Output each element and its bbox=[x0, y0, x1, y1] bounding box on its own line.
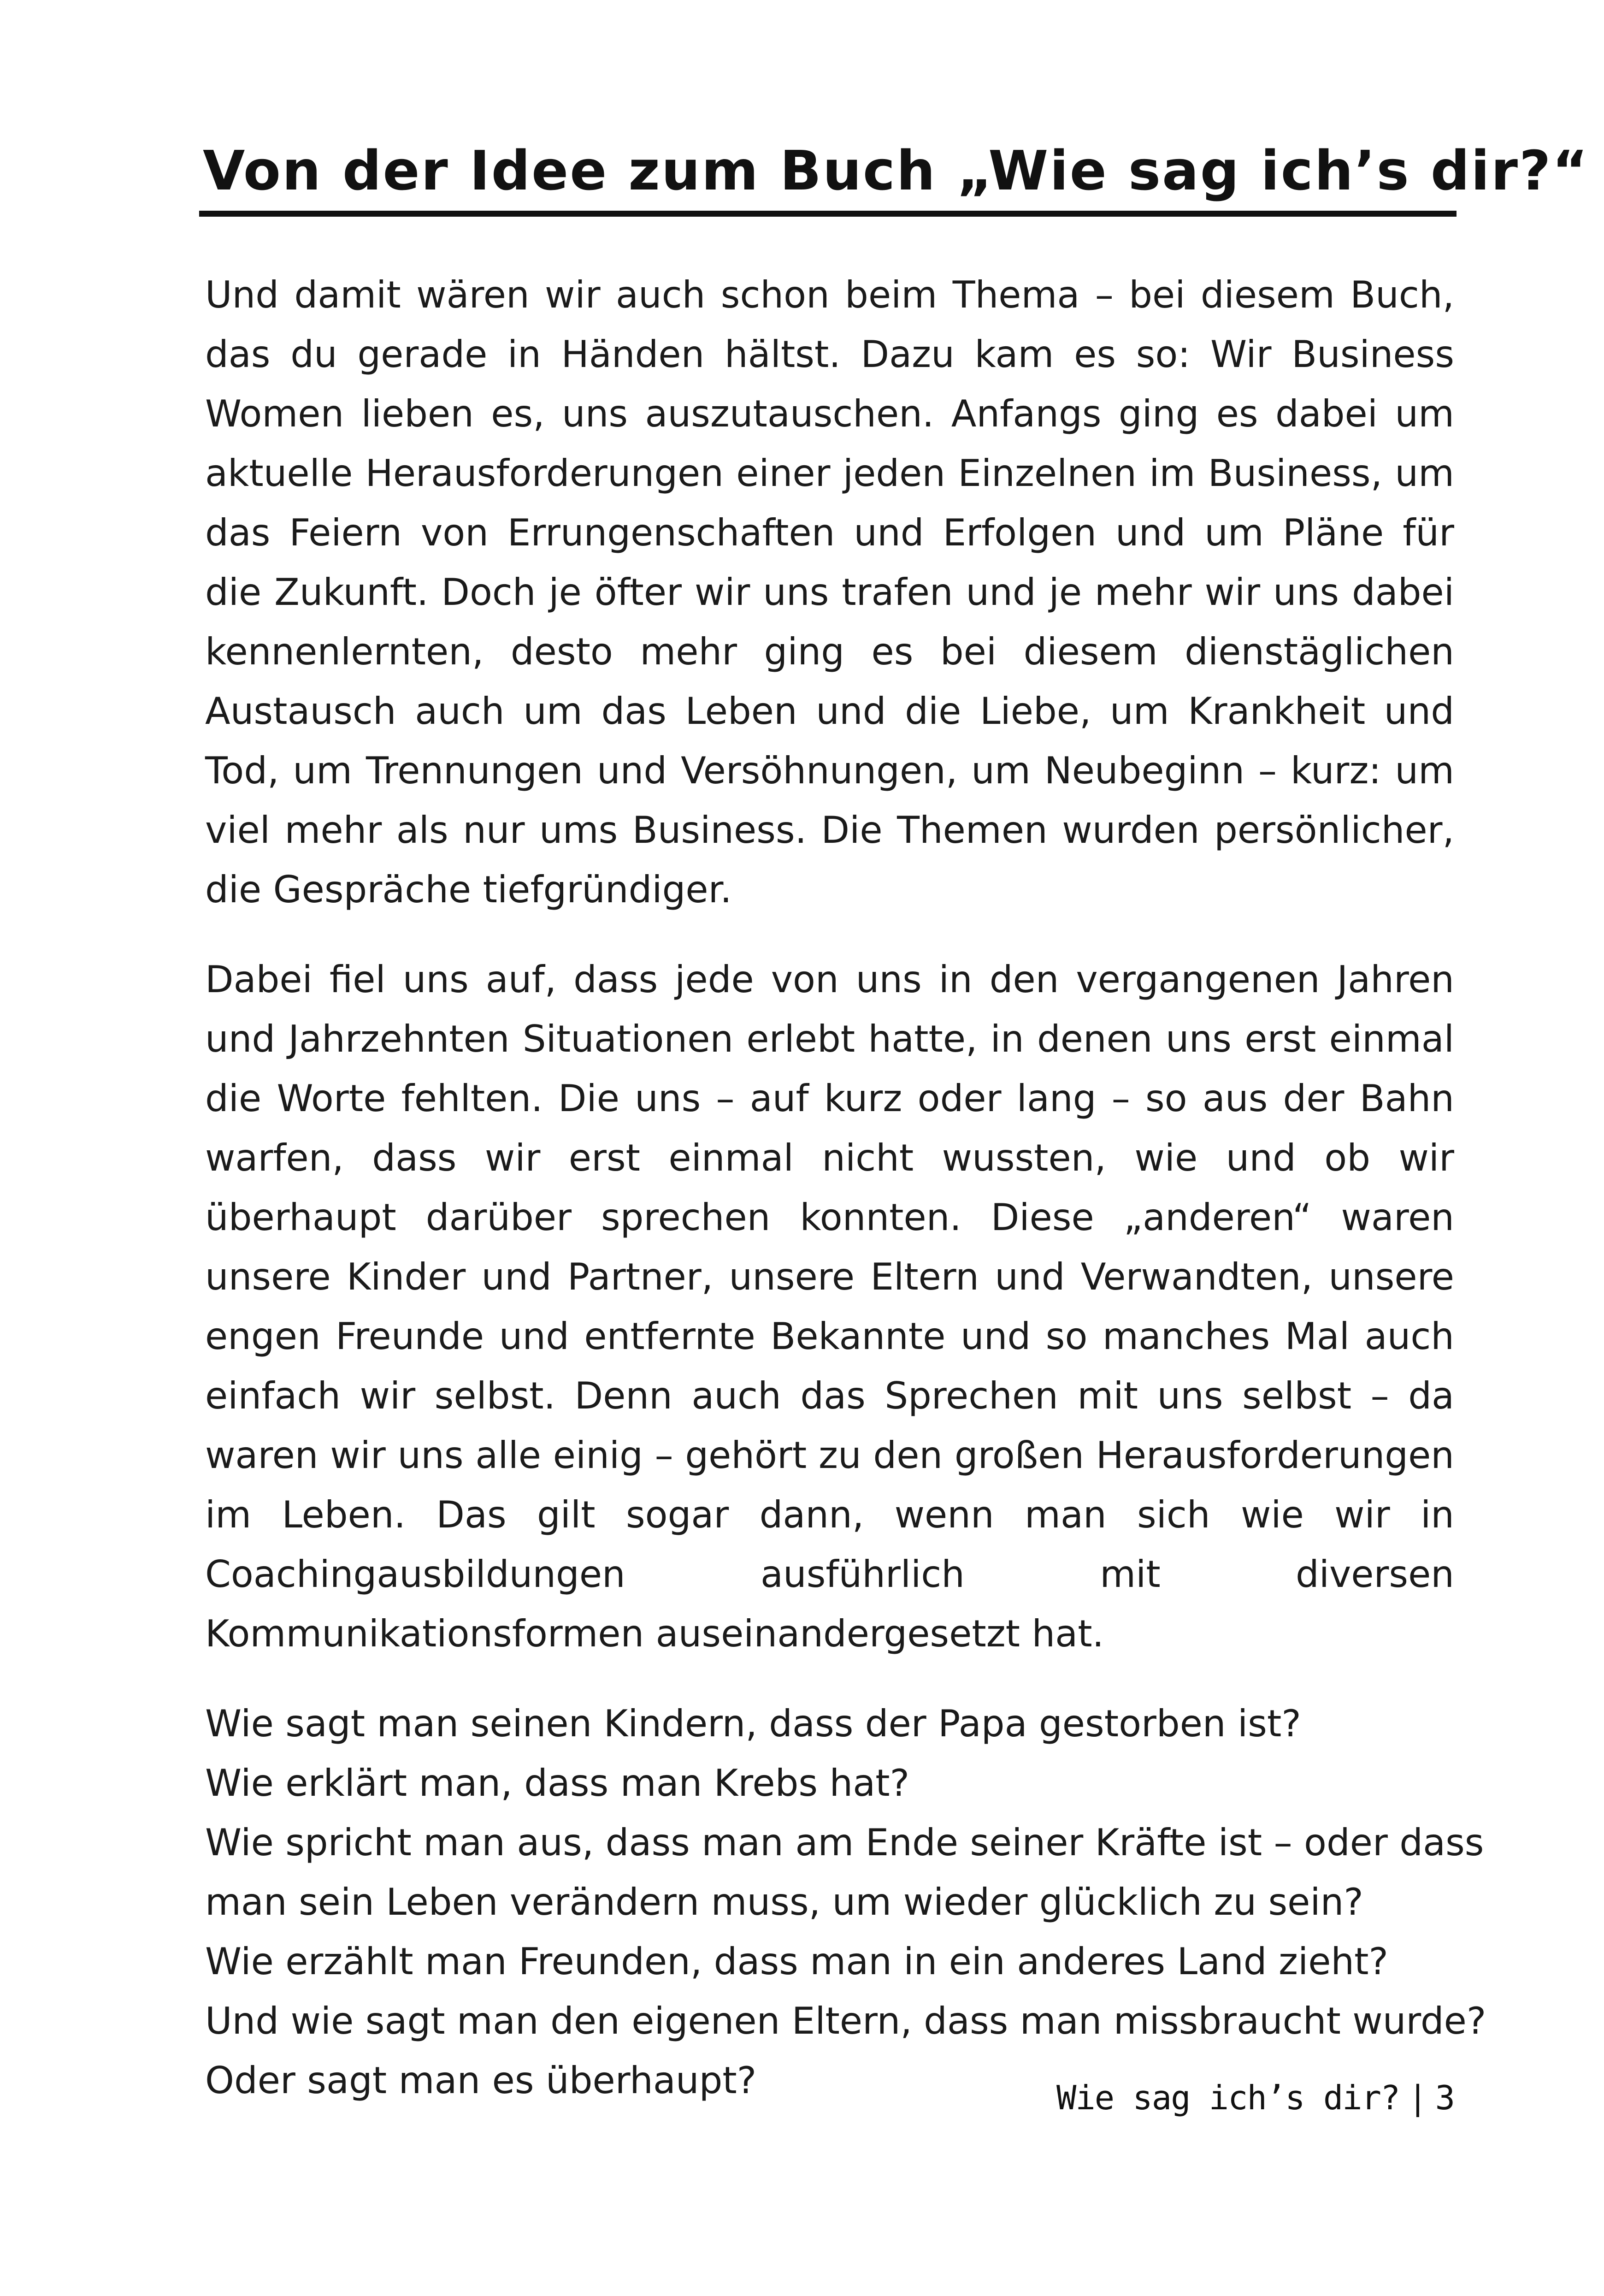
chapter-title: Von der Idee zum Buch „Wie sag ich’s dir?“ bbox=[203, 139, 1589, 202]
question-line: Wie erzählt man Freunden, dass man in ein anderes Land zieht? bbox=[205, 1940, 1388, 1983]
body-text bbox=[205, 265, 1486, 2110]
question-line: Und wie sagt man den eigenen Eltern, dass man missbraucht wurde? bbox=[205, 2000, 1486, 2042]
question-line: Wie sagt man seinen Kindern, dass der Papa gestorben ist? bbox=[205, 1702, 1301, 1745]
paragraph-1: Und damit wären wir auch schon beim Thema – bei diesem Buch, das du gerade in Händen hältst. Dazu kam es so: Wir Business Women lieben es, uns auszutauschen. Anfangs ging es dabei um aktuelle Herausforderungen einer jeden Einzelnen im Business, um das Feiern von Errungenschaften und Erfolgen und um Pläne für die Zukunft. Doch je öfter wir uns trafen und je mehr wir uns dabei kennenlernten, desto mehr ging es bei diesem dienstäglichen Austausch auch um das Leben und die Liebe, um Krankheit und Tod, um Trennungen und Versöhnungen, um Neubeginn – kurz: um viel mehr als nur ums Business. Die Themen wurden persönlicher, die Gespräche tiefgründiger. bbox=[205, 273, 1454, 911]
running-title: Wie sag ich’s dir? bbox=[1056, 2078, 1400, 2117]
footer-separator: | bbox=[1408, 2078, 1427, 2117]
paragraph-2: Dabei fiel uns auf, dass jede von uns in den vergangenen Jahren und Jahrzehnten Situationen erlebt hatte, in denen uns erst einmal die Worte fehlten. Die uns – auf kurz oder lang – so aus der Bahn warfen, dass wir erst einmal nicht wussten, wie und ob wir überhaupt darüber sprechen konnten. Diese „anderen“ waren unsere Kinder und Partner, unsere Eltern und Verwandten, unsere engen Freunde und entfernte Bekannte und so manches Mal auch einfach wir selbst. Denn auch das Sprechen mit uns selbst – da waren wir uns alle einig – gehört zu den großen Herausforderungen im Leben. Das gilt sogar dann, wenn man sich wie wir in Coachingausbildungen ausführlich mit diversen Kommunikationsformen auseinandergesetzt hat. bbox=[205, 958, 1454, 1655]
title-underline bbox=[199, 211, 1457, 217]
question-list bbox=[205, 1694, 1486, 2110]
page-footer bbox=[1056, 2075, 1454, 2121]
question-line: Wie spricht man aus, dass man am Ende seiner Kräfte ist – oder dass bbox=[205, 1821, 1484, 1864]
question-line: Oder sagt man es überhaupt? bbox=[205, 2059, 757, 2102]
question-line: Wie erklärt man, dass man Krebs hat? bbox=[205, 1762, 910, 1805]
page-number: 3 bbox=[1435, 2078, 1454, 2117]
question-line: man sein Leben verändern muss, um wieder glücklich zu sein? bbox=[205, 1881, 1363, 1923]
